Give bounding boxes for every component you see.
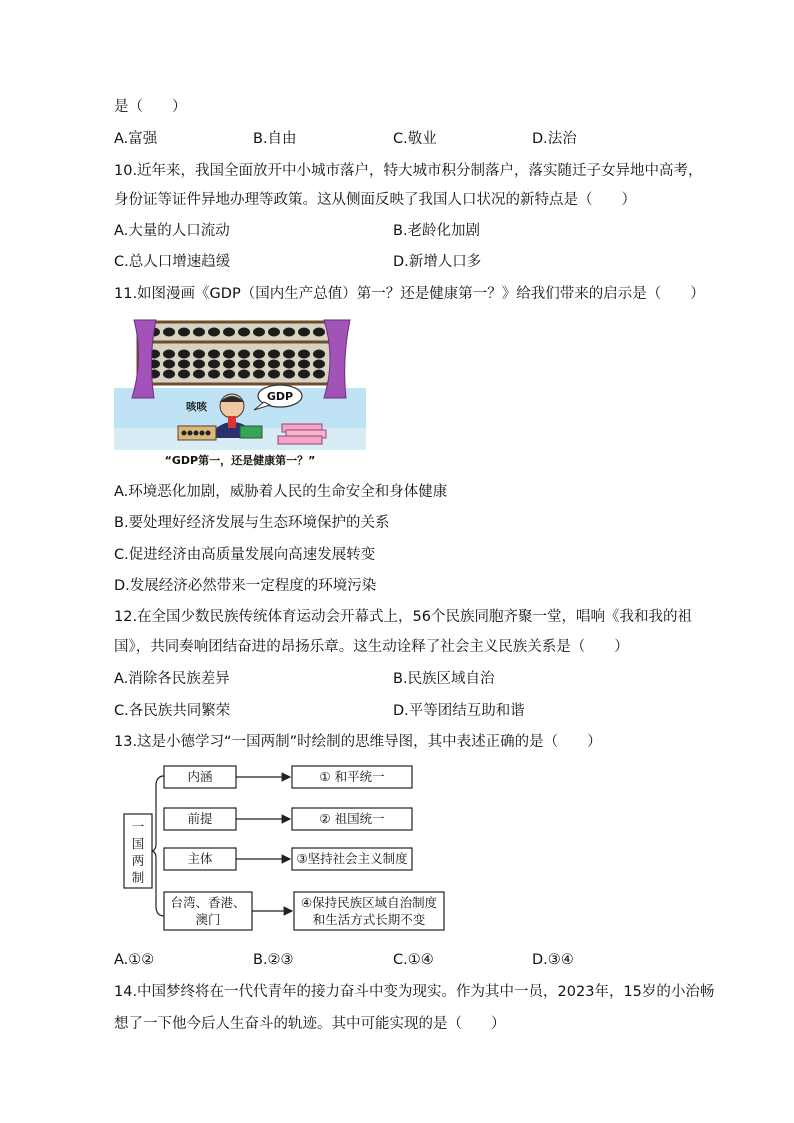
mindmap-left-box-2: 前提: [187, 811, 213, 826]
gdp-health-cartoon: [114, 318, 366, 470]
mindmap-left-box-1: 内涵: [187, 769, 213, 784]
mindmap-root-char-4: 制: [131, 870, 145, 885]
abacus-bead: [223, 370, 235, 379]
abacus-bead: [193, 328, 205, 337]
q13-option-b[interactable]: B.②③: [253, 952, 294, 968]
q11-option-c[interactable]: C.促进经济由高质量发展向高速发展转变: [114, 547, 376, 563]
q11-option-a[interactable]: A.环境恶化加剧，威胁着人民的生命安全和身体健康: [114, 484, 448, 500]
abacus-bead: [208, 370, 220, 379]
abacus-bead: [238, 370, 250, 379]
abacus-bead: [163, 328, 175, 337]
abacus-bead: [193, 350, 205, 359]
q10-stem-line1: 10.近年来，我国全面放开中小城市落户，特大城市积分制落户，落实随迁子女异地中高考，: [114, 163, 703, 179]
abacus-bead: [313, 360, 325, 369]
abacus-bead: [268, 328, 280, 337]
q13-option-a[interactable]: A.①②: [114, 952, 155, 968]
one-country-two-systems-mindmap: [120, 760, 450, 938]
cartoon-bubble-text: GDP: [266, 390, 294, 403]
mindmap-right-box-4-line2: 和生活方式长期不变: [312, 912, 426, 927]
q12-stem-line2: 国》，共同奏响团结奋进的昂扬乐章。这生动诠释了社会主义民族关系是（ ）: [114, 639, 629, 655]
abacus-bead: [313, 350, 325, 359]
q12-option-b[interactable]: B.民族区域自治: [393, 671, 495, 687]
abacus-bead: [223, 328, 235, 337]
abacus-bead: [268, 350, 280, 359]
abacus-bead: [223, 360, 235, 369]
abacus-bead: [208, 360, 220, 369]
q12-option-d[interactable]: D.平等团结互助和谐: [393, 703, 525, 719]
mindmap-root-char-3: 两: [131, 853, 145, 868]
cartoon-caption: “GDP第一，还是健康第一？”: [164, 454, 316, 467]
q10-stem-line2: 身份证等证件异地办理等政策。这从侧面反映了我国人口状况的新特点是（ ）: [114, 192, 636, 208]
abacus-bead: [163, 360, 175, 369]
abacus-bead: [223, 350, 235, 359]
abacus-bead: [238, 350, 250, 359]
abacus-bead: [253, 370, 265, 379]
abacus-bead: [178, 360, 190, 369]
q9-option-c[interactable]: C.敬业: [393, 131, 437, 147]
q9-option-a[interactable]: A.富强: [114, 131, 158, 147]
mindmap-root-char-2: 国: [131, 836, 145, 851]
mindmap-left-box-3: 主体: [187, 851, 213, 866]
abacus-bead: [208, 350, 220, 359]
abacus-bead: [193, 360, 205, 369]
abacus-bead: [208, 328, 220, 337]
q11-option-b[interactable]: B.要处理好经济发展与生态环境保护的关系: [114, 515, 390, 531]
abacus-bead: [283, 328, 295, 337]
q9-option-d[interactable]: D.法治: [532, 131, 577, 147]
mindmap-right-box-2: ② 祖国统一: [319, 811, 385, 826]
abacus-bead: [268, 360, 280, 369]
q10-option-a[interactable]: A.大量的人口流动: [114, 223, 230, 239]
mindmap-left-box-4-line1: 台湾、香港、: [170, 895, 246, 910]
abacus-bead: [298, 328, 310, 337]
abacus-bead: [268, 370, 280, 379]
abacus-bead: [283, 370, 295, 379]
q9-stem-tail: 是（ ）: [114, 99, 187, 115]
abacus-bead: [253, 328, 265, 337]
q10-option-b[interactable]: B.老龄化加剧: [393, 223, 481, 239]
q12-option-c[interactable]: C.各民族共同繁荣: [114, 703, 231, 719]
abacus-bead: [298, 370, 310, 379]
q13-option-d[interactable]: D.③④: [532, 952, 574, 968]
abacus-bead: [253, 360, 265, 369]
q9-option-b[interactable]: B.自由: [253, 131, 297, 147]
abacus-bead: [163, 370, 175, 379]
abacus-bead: [178, 350, 190, 359]
abacus-bead: [313, 328, 325, 337]
mindmap-right-box-3: ③坚持社会主义制度: [296, 851, 408, 866]
abacus-bead: [298, 360, 310, 369]
abacus-bead: [298, 350, 310, 359]
abacus-bead: [178, 328, 190, 337]
abacus-bead: [283, 350, 295, 359]
abacus-bead: [163, 350, 175, 359]
q11-stem: 11.如图漫画《GDP（国内生产总值）第一？还是健康第一？》给我们带来的启示是（ ）: [114, 286, 705, 302]
q14-stem-line2: 想了一下他今后人生奋斗的轨迹。其中可能实现的是（ ）: [114, 1016, 506, 1032]
q12-stem-line1: 12.在全国少数民族传统体育运动会开幕式上，56个民族同胞齐聚一堂，唱响《我和我的祖: [114, 609, 693, 625]
abacus-bead: [283, 360, 295, 369]
q11-option-d[interactable]: D.发展经济必然带来一定程度的环境污染: [114, 578, 377, 594]
abacus-bead: [238, 360, 250, 369]
q14-stem-line1: 14.中国梦终将在一代代青年的接力奋斗中变为现实。作为其中一员，2023年，15岁的小治畅: [114, 984, 715, 1000]
abacus-bead: [238, 328, 250, 337]
abacus-bead: [253, 350, 265, 359]
abacus-bead: [178, 370, 190, 379]
abacus-bead: [193, 370, 205, 379]
q13-stem: 13.这是小德学习“一国两制”时绘制的思维导图，其中表述正确的是（ ）: [114, 734, 602, 750]
abacus-bead: [313, 370, 325, 379]
q12-option-a[interactable]: A.消除各民族差异: [114, 671, 230, 687]
mindmap-left-box-4-line2: 澳门: [195, 912, 221, 927]
mindmap-root-char-1: 一: [131, 819, 145, 834]
cartoon-cough-text: 咳咳: [186, 401, 207, 413]
mindmap-right-box-4-line1: ④保持民族区域自治制度: [300, 895, 438, 910]
q10-option-d[interactable]: D.新增人口多: [393, 254, 482, 270]
mindmap-right-box-1: ① 和平统一: [319, 769, 385, 784]
q10-option-c[interactable]: C.总人口增速趋缓: [114, 254, 231, 270]
q13-option-c[interactable]: C.①④: [393, 952, 434, 968]
